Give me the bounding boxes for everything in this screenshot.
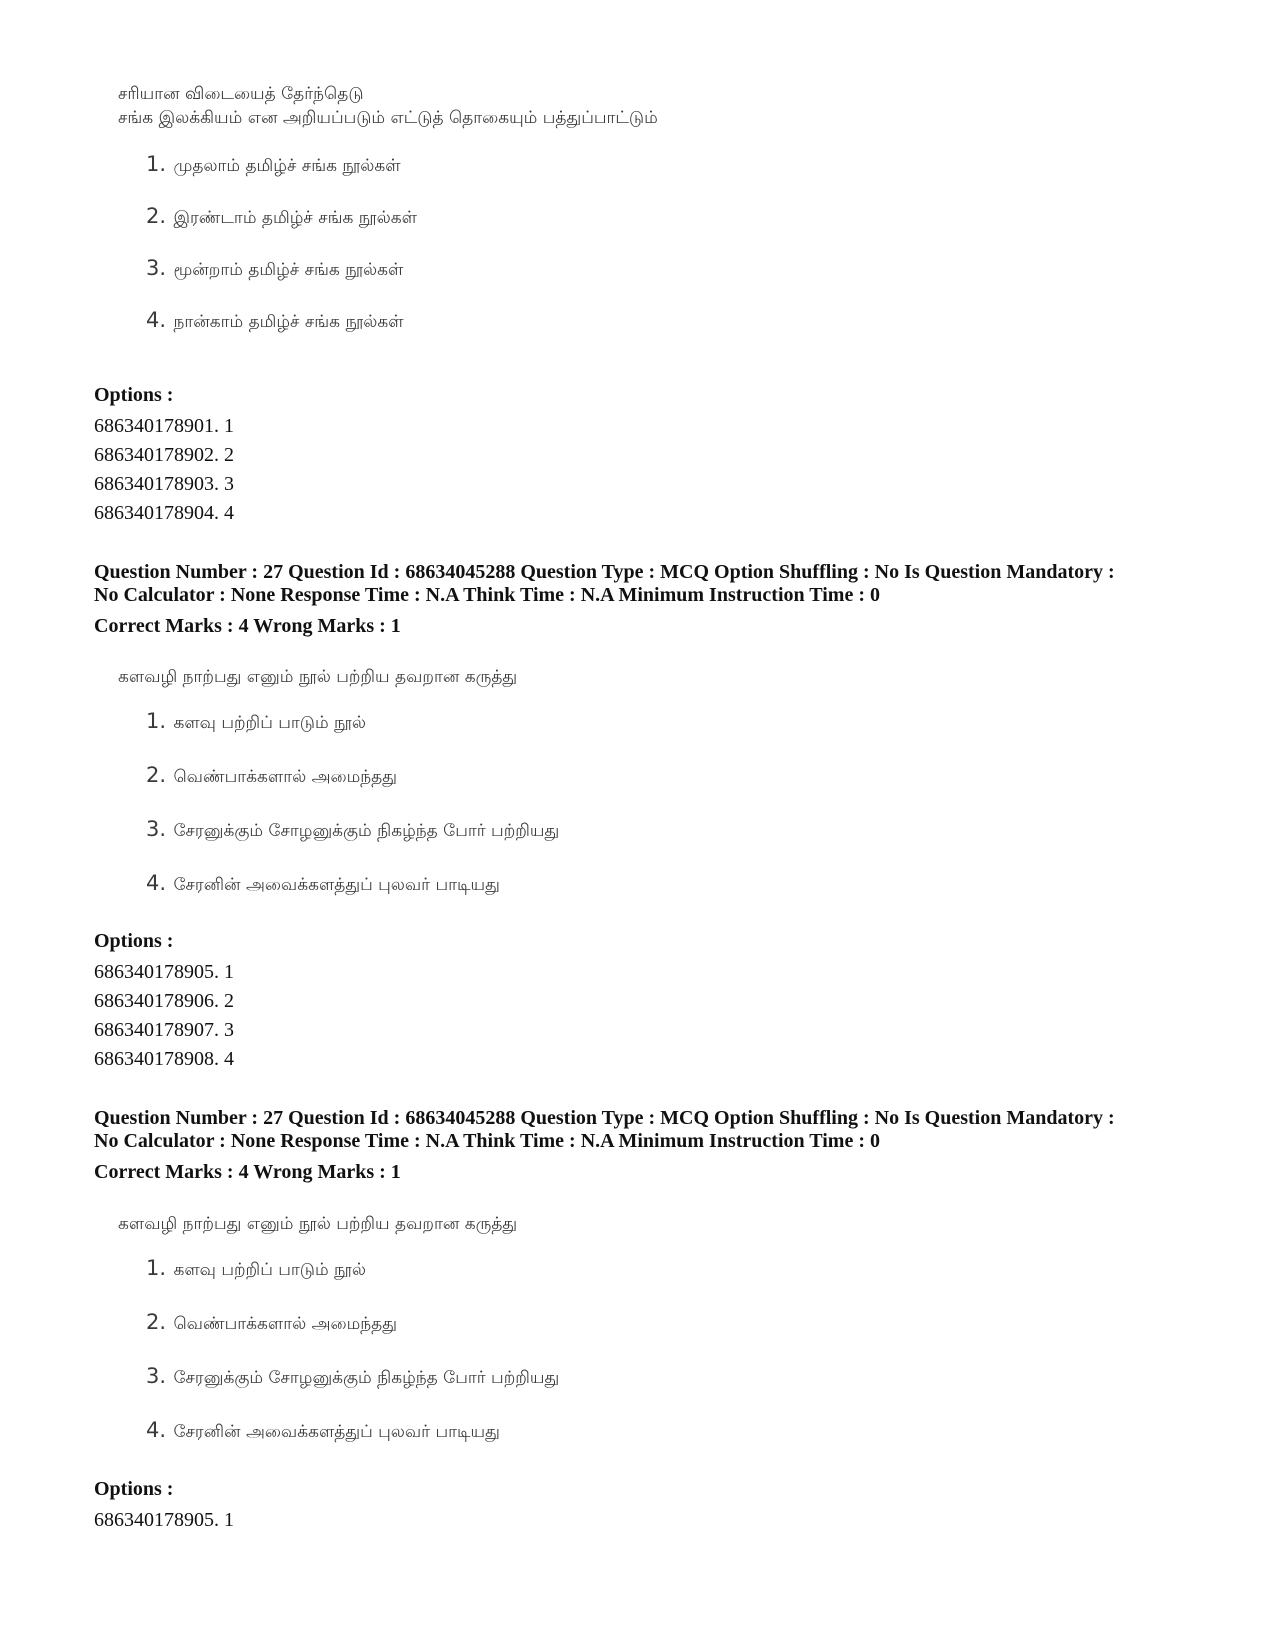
question-meta-line-2: No Calculator : None Response Time : N.A Think Time : N.A Minimum Instruction Time : 0 — [94, 584, 880, 606]
option-item: 686340178903. 3 — [94, 473, 234, 495]
question-choice-1 — [146, 1256, 366, 1282]
question-choice-3 — [146, 256, 403, 282]
question-choice-1 — [146, 152, 401, 178]
options-list — [94, 958, 234, 1074]
options-label: Options : — [94, 930, 174, 952]
choice-text: வெண்பாக்களால் அமைந்தது — [173, 767, 397, 787]
question-meta-line-1: Question Number : 27 Question Id : 68634045288 Question Type : MCQ Option Shuffling : No Is Question Mandatory : — [94, 1107, 1115, 1129]
question-meta-line-1: Question Number : 27 Question Id : 68634045288 Question Type : MCQ Option Shuffling : No Is Question Mandatory : — [94, 561, 1115, 583]
question-image-2 — [118, 665, 560, 895]
choice-text: களவு பற்றிப் பாடும் நூல் — [173, 713, 366, 733]
choice-text: சேரனுக்கும் சோழனுக்கும் நிகழ்ந்த போர் பற்றியது — [173, 1368, 560, 1388]
option-item: 686340178902. 2 — [94, 444, 234, 466]
question-text: களவழி நாற்பது எனும் நூல் பற்றிய தவறான கருத்து — [118, 1214, 518, 1234]
choice-text: சேரனின் அவைக்களத்துப் புலவர் பாடியது — [173, 1422, 500, 1442]
question-text: களவழி நாற்பது எனும் நூல் பற்றிய தவறான கருத்து — [118, 667, 518, 687]
option-item: 686340178904. 4 — [94, 502, 234, 524]
choice-number: 1. — [146, 1256, 167, 1280]
marks-line: Correct Marks : 4 Wrong Marks : 1 — [94, 1161, 401, 1183]
choice-number: 4. — [146, 1418, 167, 1442]
choice-number: 4. — [146, 308, 167, 332]
choice-text: சேரனின் அவைக்களத்துப் புலவர் பாடியது — [173, 875, 500, 895]
choice-number: 2. — [146, 763, 167, 787]
choice-text: மூன்றாம் தமிழ்ச் சங்க நூல்கள் — [173, 260, 404, 280]
choice-text: நான்காம் தமிழ்ச் சங்க நூல்கள் — [173, 312, 404, 332]
choice-text: இரண்டாம் தமிழ்ச் சங்க நூல்கள் — [173, 208, 417, 228]
option-item: 686340178907. 3 — [94, 1019, 234, 1041]
choice-number: 1. — [146, 152, 167, 176]
choice-number: 4. — [146, 871, 167, 895]
choice-text: வெண்பாக்களால் அமைந்தது — [173, 1314, 397, 1334]
choice-text: சேரனுக்கும் சோழனுக்கும் நிகழ்ந்த போர் பற்றியது — [173, 821, 560, 841]
question-instruction: சரியான விடையைத் தேர்ந்தெடு — [118, 84, 364, 104]
option-item: 686340178908. 4 — [94, 1048, 234, 1070]
choice-number: 1. — [146, 709, 167, 733]
question-image-1 — [118, 82, 658, 332]
question-choice-3 — [146, 817, 559, 843]
choice-number: 2. — [146, 1310, 167, 1334]
question-choice-1 — [146, 709, 366, 735]
choice-text: களவு பற்றிப் பாடும் நூல் — [173, 1260, 366, 1280]
question-choice-2 — [146, 204, 417, 230]
choice-text: முதலாம் தமிழ்ச் சங்க நூல்கள் — [173, 156, 401, 176]
question-choice-2 — [146, 763, 397, 789]
options-list — [94, 412, 234, 528]
choice-number: 2. — [146, 204, 167, 228]
option-item: 686340178901. 1 — [94, 415, 234, 437]
choice-number: 3. — [146, 1364, 167, 1388]
question-meta — [94, 1107, 1214, 1153]
question-image-3 — [118, 1212, 560, 1442]
option-item: 686340178905. 1 — [94, 961, 234, 983]
options-label: Options : — [94, 384, 174, 406]
question-text: சங்க இலக்கியம் என அறியப்படும் எட்டுத் தொகையும் பத்துப்பாட்டும் — [118, 108, 658, 128]
option-item: 686340178906. 2 — [94, 990, 234, 1012]
options-list — [94, 1506, 234, 1535]
question-choice-4 — [146, 308, 404, 334]
marks-line: Correct Marks : 4 Wrong Marks : 1 — [94, 615, 401, 637]
question-choice-4 — [146, 871, 500, 897]
question-choice-2 — [146, 1310, 397, 1336]
question-choice-4 — [146, 1418, 500, 1444]
question-choice-3 — [146, 1364, 559, 1390]
option-item: 686340178905. 1 — [94, 1509, 234, 1531]
question-meta — [94, 561, 1214, 607]
options-label: Options : — [94, 1478, 174, 1500]
question-meta-line-2: No Calculator : None Response Time : N.A Think Time : N.A Minimum Instruction Time : 0 — [94, 1130, 880, 1152]
choice-number: 3. — [146, 817, 167, 841]
choice-number: 3. — [146, 256, 167, 280]
